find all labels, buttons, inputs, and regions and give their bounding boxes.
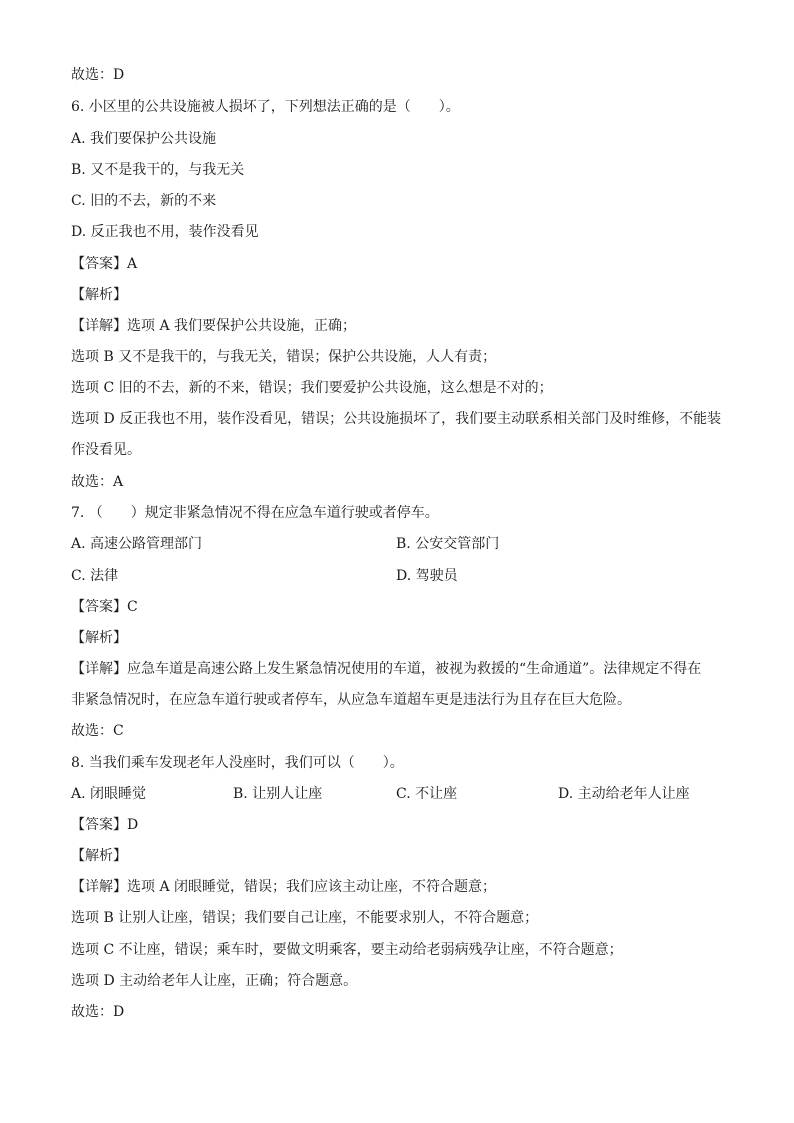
q5-conclusion: 故选：D <box>71 67 125 83</box>
q7-option-d: D. 驾驶员 <box>396 568 458 584</box>
q7-explanation-line: 【详解】应急车道是高速公路上发生紧急情况使用的车道，被视为救援的“生命通道”。法律规定不得在 <box>71 661 702 677</box>
q6-explanation-line: 【详解】选项 A 我们要保护公共设施，正确； <box>71 318 357 334</box>
q7-option-c: C. 法律 <box>71 568 119 584</box>
q6-analysis-heading: 【解析】 <box>71 287 127 303</box>
q7-conclusion: 故选：C <box>71 723 124 739</box>
q6-conclusion: 故选：A <box>71 474 124 490</box>
q8-explanation-line: 选项 B 让别人让座，错误；我们要自己让座，不能要求别人，不符合题意； <box>71 910 539 926</box>
q8-conclusion: 故选：D <box>71 1004 125 1020</box>
q6-question: 6. 小区里的公共设施被人损坏了，下列想法正确的是（ ）。 <box>71 99 460 115</box>
q7-question: 7. （ ）规定非紧急情况不得在应急车道行驶或者停车。 <box>71 505 439 521</box>
q6-explanation-line: 作没看见。 <box>71 442 141 458</box>
q7-answer: 【答案】C <box>71 599 138 615</box>
q8-explanation-line: 选项 D 主动给老年人让座，正确；符合题意。 <box>71 973 358 989</box>
q8-analysis-heading: 【解析】 <box>71 848 127 864</box>
q8-option-a: A. 闭眼睡觉 <box>71 786 147 802</box>
q8-explanation-line: 【详解】选项 A 闭眼睡觉，错误；我们应该主动让座，不符合题意； <box>71 879 497 895</box>
q8-option-b: B. 让别人让座 <box>233 786 323 802</box>
q7-explanation-line: 非紧急情况时，在应急车道行驶或者停车，从应急车道超车更是违法行为且存在巨大危险。 <box>71 692 631 708</box>
q7-analysis-heading: 【解析】 <box>71 630 127 646</box>
q7-option-a: A. 高速公路管理部门 <box>71 536 203 552</box>
q8-option-c: C. 不让座 <box>396 786 458 802</box>
q8-explanation-line: 选项 C 不让座，错误；乘车时，要做文明乘客，要主动给老弱病残孕让座，不符合题意； <box>71 942 623 958</box>
q6-explanation-line: 选项 C 旧的不去，新的不来，错误；我们要爱护公共设施，这么想是不对的； <box>71 380 553 396</box>
q6-option-d: D. 反正我也不用，装作没看见 <box>71 224 259 240</box>
q7-option-b: B. 公安交管部门 <box>396 536 500 552</box>
q6-answer: 【答案】A <box>71 256 138 272</box>
q6-option-a: A. 我们要保护公共设施 <box>71 131 217 147</box>
q6-option-c: C. 旧的不去，新的不来 <box>71 193 217 209</box>
q6-explanation-line: 选项 D 反正我也不用，装作没看见，错误；公共设施损坏了，我们要主动联系相关部门及时维修，不能装 <box>71 411 722 427</box>
q6-explanation-line: 选项 B 又不是我干的，与我无关，错误；保护公共设施，人人有责； <box>71 349 497 365</box>
q8-option-d: D. 主动给老年人让座 <box>558 786 690 802</box>
q6-option-b: B. 又不是我干的，与我无关 <box>71 162 245 178</box>
q8-answer: 【答案】D <box>71 817 139 833</box>
q8-question: 8. 当我们乘车发现老年人没座时，我们可以（ ）。 <box>71 755 404 771</box>
